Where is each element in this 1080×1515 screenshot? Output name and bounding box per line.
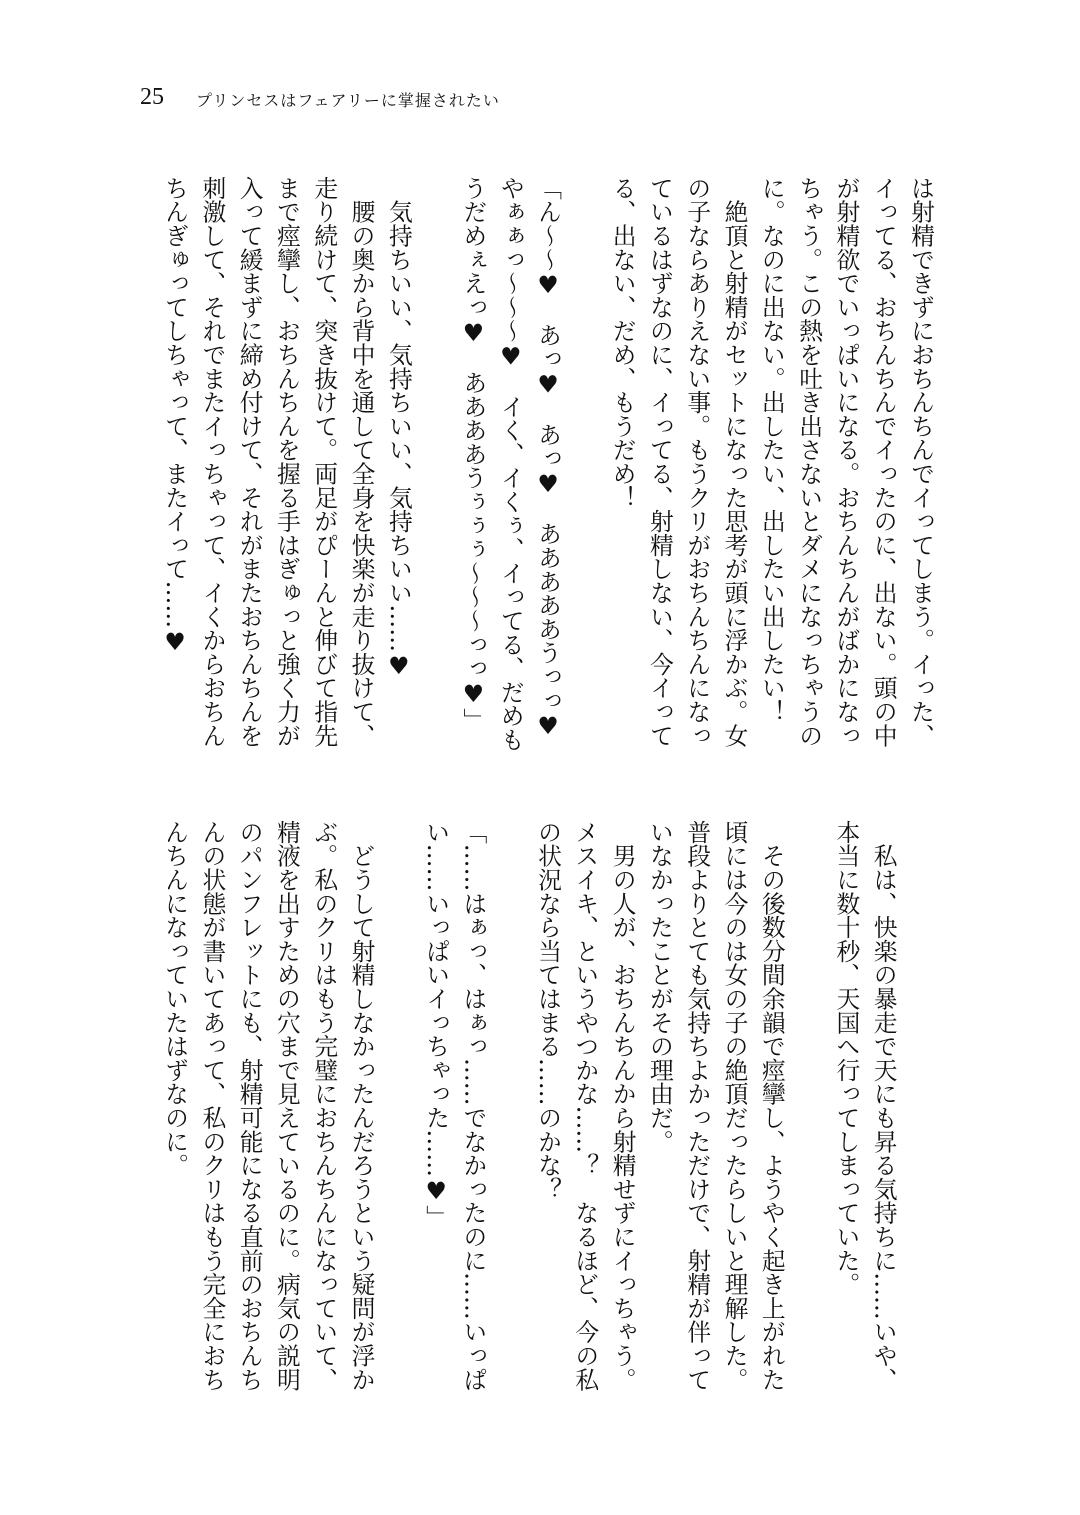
blank-line bbox=[417, 176, 454, 756]
text-line: その後数分間余韻で痙攣し、ようやく起き上がれた bbox=[757, 820, 786, 1392]
text-line: まで痙攣し、おちんちんを握る手はぎゅっと強く力が bbox=[272, 176, 301, 748]
text-line: は射精できずにおちんちんでイってしまう。イった、 bbox=[907, 176, 935, 748]
text-line: が射精欲でいっぱいになる。おちんちんがばかになっ bbox=[832, 176, 861, 748]
text-line: 頃には今のは女の子の絶頂だったらしいと理解した。 bbox=[720, 820, 749, 1392]
blank-line bbox=[380, 820, 417, 1400]
text-line: 刺激して、それでまたイっちゃって、イくからおちん bbox=[198, 176, 227, 748]
text-line: の状況なら当てはまる……のかな？ bbox=[534, 820, 563, 1201]
text-line: 私は、快楽の暴走で天にも昇る気持ちに……いや、 bbox=[869, 820, 898, 1392]
text-line: の子ならありえない事。もうクリがおちんちんになっ bbox=[683, 176, 712, 748]
text-line: やぁぁっ〜〜〜♥ イく、イくぅ、イってる、だめも bbox=[496, 176, 525, 752]
text-line: い……いっぱいイっちゃった……♥」 bbox=[422, 820, 451, 1229]
text-line: うだめぇえっ♥ ああああうぅぅぅ〜〜〜っっ♥」 bbox=[459, 176, 488, 732]
text-line: ちんぎゅってしちゃって、またイって……♥ bbox=[161, 176, 190, 657]
text-line: いなかったことがその理由だ。 bbox=[645, 820, 674, 1154]
upper-text-block bbox=[156, 176, 939, 756]
text-line: 「……はぁっ、はぁっ……でなかったのに……いっぱ bbox=[459, 820, 488, 1392]
lower-text-block bbox=[156, 820, 939, 1400]
text-line: 入って緩まずに締め付けて、それがまたおちんちんを bbox=[235, 176, 264, 748]
text-line: る、出ない、だめ、もうだめ！ bbox=[608, 176, 637, 510]
text-line: 本当に数十秒、天国へ行ってしまっていた。 bbox=[832, 820, 861, 1296]
text-line: のパンフレットにも、射精可能になる直前のおちんち bbox=[235, 820, 264, 1392]
blank-line bbox=[790, 820, 827, 1400]
text-line: 普段よりとても気持ちよかっただけで、射精が伴って bbox=[683, 820, 712, 1392]
text-line: 「ん〜〜♥ あっ♥ あっ♥ あああああうっっ♥ bbox=[534, 176, 563, 741]
text-line: ちゃう。この熱を吐き出さないとダメになっちゃうの bbox=[795, 176, 824, 748]
running-title: プリンセスはフェアリーに掌握されたい bbox=[196, 91, 500, 110]
text-line: ているはずなのに、イってる、射精しない、今イって bbox=[645, 176, 674, 748]
text-line: ぶ。私のクリはもう完璧におちんちんになっていて、 bbox=[310, 820, 339, 1392]
blank-line bbox=[566, 176, 603, 756]
text-line: 精液を出すための穴まで見えているのに。病気の説明 bbox=[272, 820, 301, 1392]
blank-line bbox=[491, 820, 528, 1400]
text-line: 男の人が、おちんちんから射精せずにイっちゃう。 bbox=[608, 820, 637, 1392]
text-line: んちんになっていたはずなのに。 bbox=[161, 820, 190, 1177]
text-line: イってる、おちんちんでイったのに、出ない。頭の中 bbox=[869, 176, 898, 748]
text-line: 絶頂と射精がセットになった思考が頭に浮かぶ。女 bbox=[720, 176, 749, 748]
text-line: 走り続けて、突き抜けて。両足がぴーんと伸びて指先 bbox=[310, 176, 339, 748]
text-line: んの状態が書いてあって、私のクリはもう完全におち bbox=[198, 820, 227, 1392]
text-line: 腰の奥から背中を通して全身を快楽が走り抜けて、 bbox=[347, 176, 376, 748]
blank-line bbox=[902, 820, 939, 1400]
text-line: メスイキ、というやつかな……？ なるほど、今の私 bbox=[571, 820, 600, 1392]
page-number: 25 bbox=[140, 84, 164, 110]
text-line: どうして射精しなかったんだろうという疑問が浮か bbox=[347, 820, 376, 1392]
text-line: に。なのに出ない。出したい、出したい出したい！ bbox=[757, 176, 786, 724]
text-line: 気持ちいい、気持ちいい、気持ちいい……♥ bbox=[384, 176, 413, 680]
